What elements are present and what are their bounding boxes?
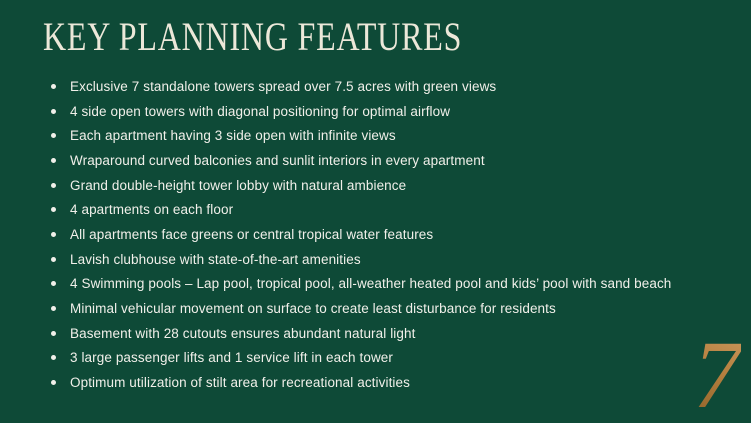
list-item <box>51 99 731 124</box>
bullet-text: 4 apartments on each floor <box>70 202 234 218</box>
bullet-icon <box>51 306 56 311</box>
bullet-text: Minimal vehicular movement on surface to create least disturbance for residents <box>70 301 556 317</box>
list-item <box>51 74 731 99</box>
bullet-text: Lavish clubhouse with state-of-the-art amenities <box>70 251 361 267</box>
list-item <box>51 197 731 222</box>
bullet-icon <box>51 207 56 212</box>
list-item <box>51 321 731 346</box>
bullet-text: Grand double-height tower lobby with natural ambience <box>70 177 407 193</box>
bullet-icon <box>51 133 56 138</box>
bullet-text: All apartments face greens or central tropical water features <box>70 226 434 242</box>
bullet-icon <box>51 257 56 262</box>
list-item <box>51 247 731 272</box>
bullet-text: 3 large passenger lifts and 1 service lift in each tower <box>70 350 394 366</box>
bullet-icon <box>51 355 56 360</box>
bullet-text: Wraparound curved balconies and sunlit interiors in every apartment <box>70 152 485 168</box>
bullet-icon <box>51 380 56 385</box>
feature-list <box>51 74 731 395</box>
list-item <box>51 123 731 148</box>
bullet-icon <box>51 232 56 237</box>
bullet-icon <box>51 84 56 89</box>
list-item <box>51 173 731 198</box>
list-item <box>51 370 731 395</box>
bullet-text: Optimum utilization of stilt area for recreational activities <box>70 375 410 391</box>
list-item <box>51 272 731 297</box>
list-item <box>51 148 731 173</box>
bullet-text: 4 Swimming pools – Lap pool, tropical pool, all-weather heated pool and kids’ pool with sand beach <box>70 276 672 292</box>
list-item <box>51 346 731 371</box>
bullet-icon <box>51 331 56 336</box>
bullet-text: Each apartment having 3 side open with infinite views <box>70 128 396 144</box>
bullet-icon <box>51 183 56 188</box>
list-item <box>51 222 731 247</box>
list-item <box>51 296 731 321</box>
bullet-text: Basement with 28 cutouts ensures abundant natural light <box>70 325 416 341</box>
slide-number: 7 <box>693 321 741 423</box>
bullet-icon <box>51 281 56 286</box>
slide-title: KEY PLANNING FEATURES <box>43 14 463 59</box>
bullet-text: 4 side open towers with diagonal positioning for optimal airflow <box>70 103 451 119</box>
bullet-text: Exclusive 7 standalone towers spread over 7.5 acres with green views <box>70 78 497 94</box>
bullet-icon <box>51 109 56 114</box>
bullet-icon <box>51 158 56 163</box>
